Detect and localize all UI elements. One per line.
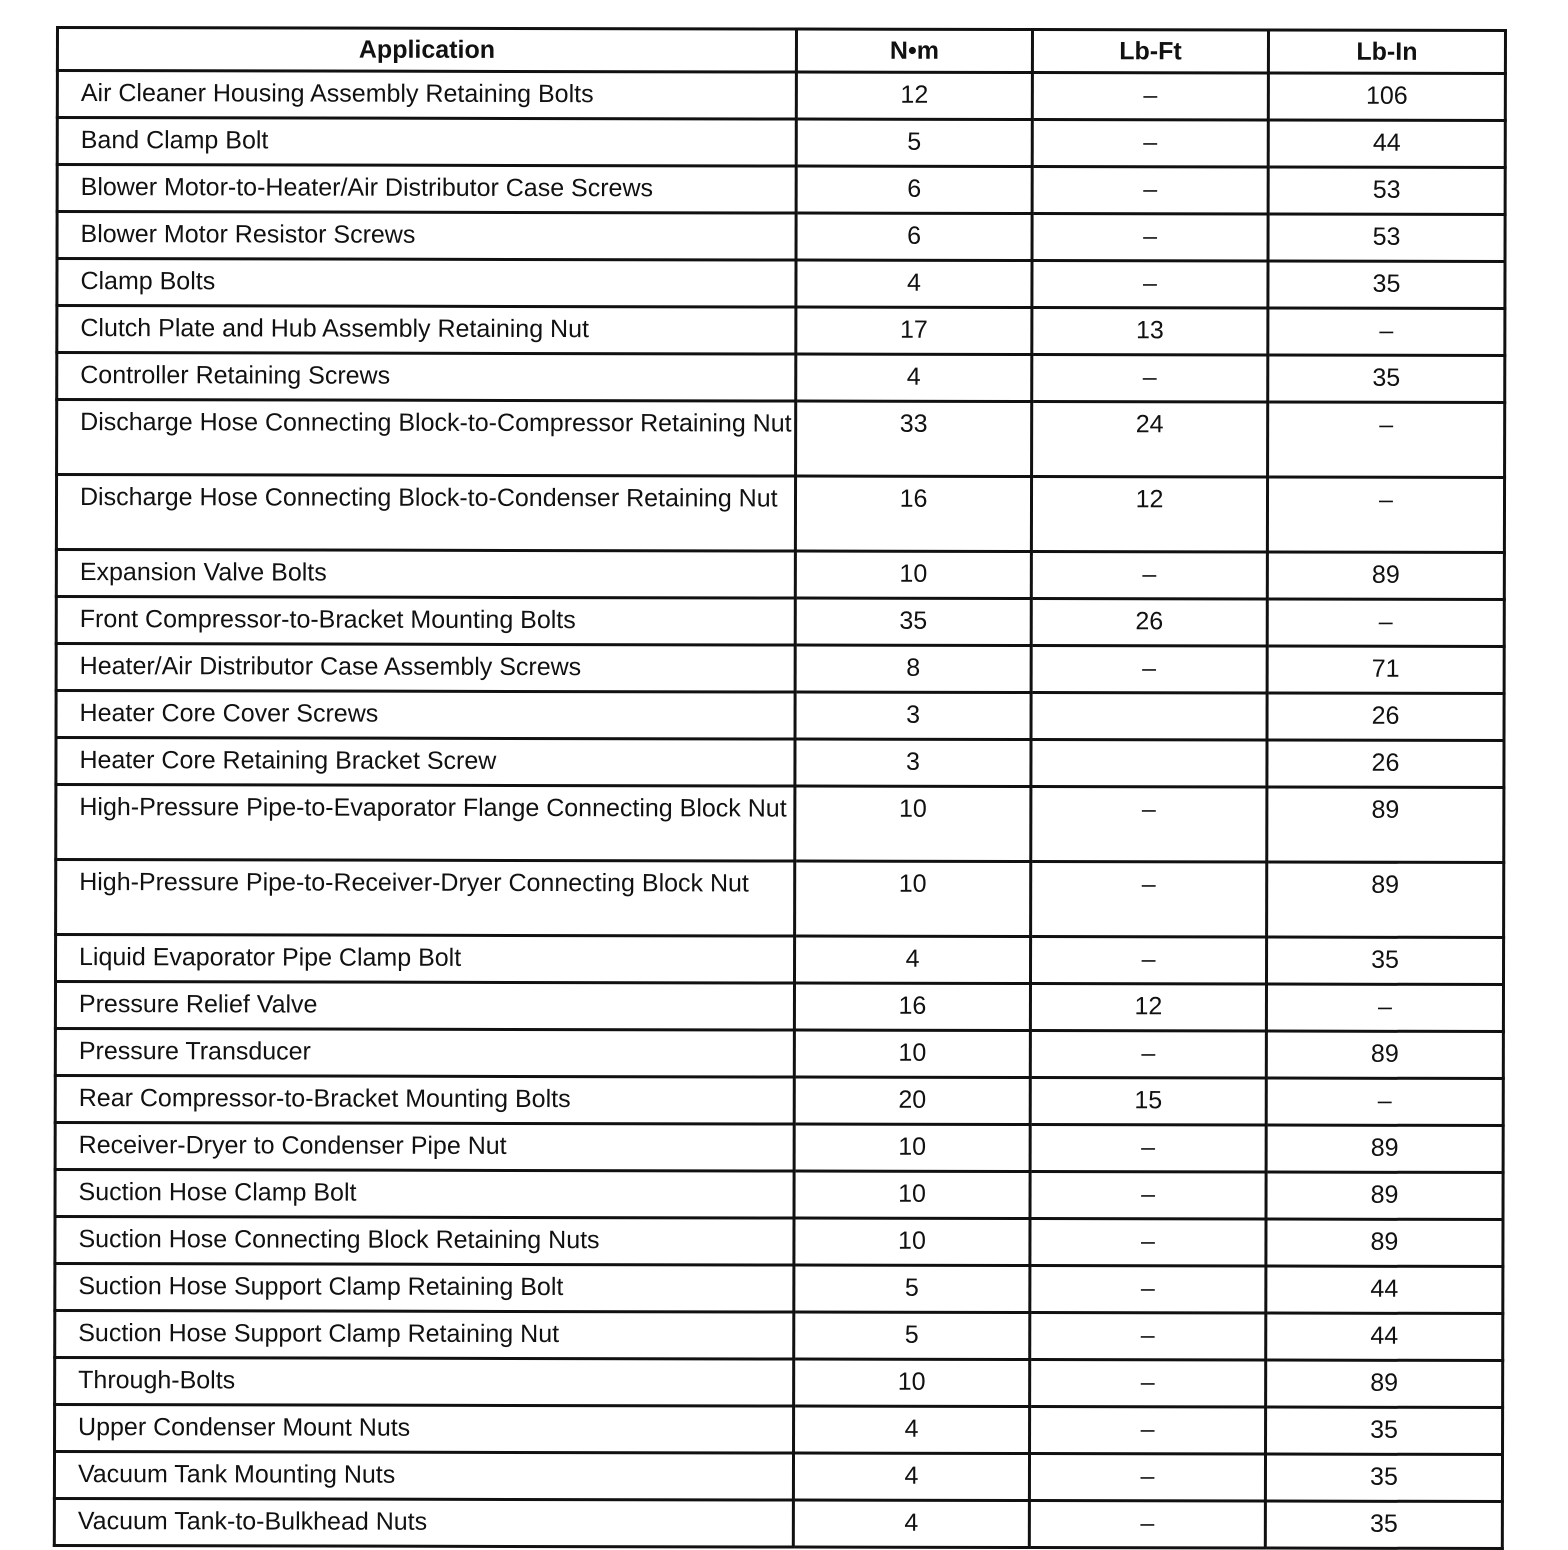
application-cell: Band Clamp Bolt xyxy=(57,118,796,167)
lbin-cell: – xyxy=(1267,599,1504,646)
nm-cell: 6 xyxy=(796,166,1032,213)
application-cell: High-Pressure Pipe-to-Evaporator Flange Connecting Block Nut xyxy=(56,785,795,862)
nm-cell: 12 xyxy=(796,72,1032,119)
table-row xyxy=(55,1311,1503,1361)
nm-cell: 16 xyxy=(794,983,1030,1030)
lbin-cell: 26 xyxy=(1267,693,1504,740)
application-cell: Vacuum Tank Mounting Nuts xyxy=(54,1452,793,1501)
nm-cell: 33 xyxy=(796,401,1032,476)
nm-cell: 10 xyxy=(794,1218,1030,1265)
application-cell: Rear Compressor-to-Bracket Mounting Bolts xyxy=(55,1076,794,1125)
table-row xyxy=(56,738,1504,788)
table-row xyxy=(57,165,1505,215)
lbin-cell: 53 xyxy=(1268,214,1505,261)
table-row xyxy=(55,1029,1503,1079)
lbft-cell: – xyxy=(1030,1031,1266,1078)
application-cell: Clutch Plate and Hub Assembly Retaining Nut xyxy=(57,306,796,355)
lbin-cell: – xyxy=(1267,477,1504,552)
lbft-cell: – xyxy=(1030,1313,1266,1360)
lbin-cell: – xyxy=(1266,984,1503,1031)
table-row xyxy=(57,400,1505,478)
nm-cell: 10 xyxy=(794,1124,1030,1171)
header-lbin: Lb-In xyxy=(1268,30,1505,73)
application-cell: Heater Core Retaining Bracket Screw xyxy=(56,738,795,787)
lbft-cell: – xyxy=(1032,73,1268,120)
nm-cell: 4 xyxy=(794,1406,1030,1453)
application-cell: Heater/Air Distributor Case Assembly Screws xyxy=(56,644,795,693)
application-cell: Heater Core Cover Screws xyxy=(56,691,795,740)
application-cell: Discharge Hose Connecting Block-to-Condenser Retaining Nut xyxy=(56,475,795,552)
lbft-cell: – xyxy=(1030,1266,1266,1313)
lbin-cell: 89 xyxy=(1267,787,1504,862)
nm-cell: 4 xyxy=(796,354,1032,401)
table-row xyxy=(55,1217,1503,1267)
table-body xyxy=(54,71,1505,1549)
lbin-cell: 89 xyxy=(1266,1031,1503,1078)
table-row xyxy=(55,1264,1503,1314)
table-row xyxy=(56,550,1504,600)
lbin-cell: 89 xyxy=(1266,1172,1503,1219)
table-header-row xyxy=(57,28,1505,74)
lbft-cell: – xyxy=(1032,261,1268,308)
lbft-cell: – xyxy=(1032,355,1268,402)
table-row xyxy=(54,1498,1502,1548)
lbin-cell: 35 xyxy=(1268,261,1505,308)
table-row xyxy=(54,1452,1502,1502)
nm-cell: 10 xyxy=(794,1171,1030,1218)
table-row xyxy=(56,475,1504,553)
table-row xyxy=(55,1076,1503,1126)
application-cell: Expansion Valve Bolts xyxy=(56,550,795,599)
lbin-cell: 89 xyxy=(1267,862,1504,937)
application-cell: Suction Hose Clamp Bolt xyxy=(55,1170,794,1219)
lbin-cell: 106 xyxy=(1268,73,1505,120)
lbft-cell: – xyxy=(1030,1125,1266,1172)
table-row xyxy=(57,212,1505,262)
nm-cell: 4 xyxy=(796,260,1032,307)
lbin-cell: 26 xyxy=(1267,740,1504,787)
lbin-cell: 53 xyxy=(1268,167,1505,214)
lbin-cell: 35 xyxy=(1265,1454,1502,1501)
nm-cell: 10 xyxy=(795,551,1031,598)
nm-cell: 20 xyxy=(794,1077,1030,1124)
header-application: Application xyxy=(57,28,796,73)
lbin-cell: 35 xyxy=(1266,1407,1503,1454)
application-cell: Clamp Bolts xyxy=(57,259,796,308)
application-cell: Suction Hose Support Clamp Retaining Nut xyxy=(55,1311,794,1360)
nm-cell: 10 xyxy=(795,861,1031,936)
lbin-cell: – xyxy=(1266,1078,1503,1125)
application-cell: Upper Condenser Mount Nuts xyxy=(55,1405,794,1454)
table-row xyxy=(57,306,1505,356)
application-cell: Vacuum Tank-to-Bulkhead Nuts xyxy=(54,1498,793,1547)
nm-cell: 16 xyxy=(795,476,1031,551)
lbft-cell: – xyxy=(1030,937,1266,984)
application-cell: Suction Hose Support Clamp Retaining Bolt xyxy=(55,1264,794,1313)
application-cell: Pressure Transducer xyxy=(55,1029,794,1078)
table-row xyxy=(55,1358,1503,1408)
table-row xyxy=(57,353,1505,403)
nm-cell: 3 xyxy=(795,739,1031,786)
nm-cell: 5 xyxy=(796,119,1032,166)
lbft-cell: – xyxy=(1032,167,1268,214)
application-cell: Discharge Hose Connecting Block-to-Compressor Retaining Nut xyxy=(57,400,796,477)
lbft-cell xyxy=(1031,693,1267,740)
table-row xyxy=(55,935,1503,985)
table-row xyxy=(55,1170,1503,1220)
table-row xyxy=(56,860,1504,938)
lbft-cell: – xyxy=(1029,1501,1265,1548)
nm-cell: 8 xyxy=(795,645,1031,692)
lbin-cell: – xyxy=(1268,402,1505,477)
lbin-cell: 44 xyxy=(1268,120,1505,167)
nm-cell: 4 xyxy=(793,1500,1029,1547)
lbft-cell: 12 xyxy=(1031,477,1267,552)
lbft-cell: – xyxy=(1031,552,1267,599)
lbin-cell: – xyxy=(1268,308,1505,355)
nm-cell: 10 xyxy=(795,786,1031,861)
application-cell: Pressure Relief Valve xyxy=(55,982,794,1031)
table-row xyxy=(57,118,1505,168)
lbin-cell: 35 xyxy=(1266,937,1503,984)
application-cell: Controller Retaining Screws xyxy=(57,353,796,402)
lbft-cell: – xyxy=(1030,1219,1266,1266)
lbft-cell xyxy=(1031,740,1267,787)
nm-cell: 17 xyxy=(796,307,1032,354)
nm-cell: 4 xyxy=(793,1453,1029,1500)
application-cell: High-Pressure Pipe-to-Receiver-Dryer Connecting Block Nut xyxy=(56,860,795,937)
table-row xyxy=(56,597,1504,647)
lbin-cell: 71 xyxy=(1267,646,1504,693)
lbft-cell: 24 xyxy=(1032,402,1268,477)
application-cell: Through-Bolts xyxy=(55,1358,794,1407)
application-cell: Front Compressor-to-Bracket Mounting Bolts xyxy=(56,597,795,646)
table-row xyxy=(56,691,1504,741)
lbft-cell: – xyxy=(1030,1360,1266,1407)
lbin-cell: 89 xyxy=(1266,1219,1503,1266)
lbft-cell: – xyxy=(1032,214,1268,261)
nm-cell: 10 xyxy=(794,1030,1030,1077)
table-row xyxy=(56,644,1504,694)
lbft-cell: – xyxy=(1032,120,1268,167)
table-row xyxy=(57,259,1505,309)
nm-cell: 5 xyxy=(794,1312,1030,1359)
table-row xyxy=(56,785,1504,863)
nm-cell: 4 xyxy=(794,936,1030,983)
table-row xyxy=(57,71,1505,121)
header-nm: N•m xyxy=(796,29,1032,72)
nm-cell: 35 xyxy=(795,598,1031,645)
nm-cell: 5 xyxy=(794,1265,1030,1312)
lbft-cell: – xyxy=(1030,1407,1266,1454)
lbft-cell: – xyxy=(1031,787,1267,862)
application-cell: Air Cleaner Housing Assembly Retaining Bolts xyxy=(57,71,796,120)
application-cell: Receiver-Dryer to Condenser Pipe Nut xyxy=(55,1123,794,1172)
application-cell: Suction Hose Connecting Block Retaining Nuts xyxy=(55,1217,794,1266)
lbft-cell: 12 xyxy=(1030,984,1266,1031)
lbin-cell: 35 xyxy=(1265,1501,1502,1548)
lbft-cell: – xyxy=(1030,1172,1266,1219)
lbin-cell: 44 xyxy=(1266,1266,1503,1313)
lbft-cell: – xyxy=(1031,646,1267,693)
lbin-cell: 44 xyxy=(1266,1313,1503,1360)
torque-specifications-table xyxy=(53,26,1507,1550)
nm-cell: 10 xyxy=(794,1359,1030,1406)
lbft-cell: – xyxy=(1031,862,1267,937)
table-row xyxy=(55,1405,1503,1455)
lbin-cell: 89 xyxy=(1266,1125,1503,1172)
lbin-cell: 89 xyxy=(1267,552,1504,599)
application-cell: Blower Motor Resistor Screws xyxy=(57,212,796,261)
lbft-cell: 15 xyxy=(1030,1078,1266,1125)
table-row xyxy=(55,1123,1503,1173)
lbin-cell: 89 xyxy=(1266,1360,1503,1407)
header-lbft: Lb-Ft xyxy=(1032,30,1268,73)
lbft-cell: 26 xyxy=(1031,599,1267,646)
lbin-cell: 35 xyxy=(1268,355,1505,402)
lbft-cell: – xyxy=(1029,1454,1265,1501)
table-row xyxy=(55,982,1503,1032)
lbft-cell: 13 xyxy=(1032,308,1268,355)
application-cell: Liquid Evaporator Pipe Clamp Bolt xyxy=(55,935,794,984)
application-cell: Blower Motor-to-Heater/Air Distributor Case Screws xyxy=(57,165,796,214)
nm-cell: 6 xyxy=(796,213,1032,260)
nm-cell: 3 xyxy=(795,692,1031,739)
